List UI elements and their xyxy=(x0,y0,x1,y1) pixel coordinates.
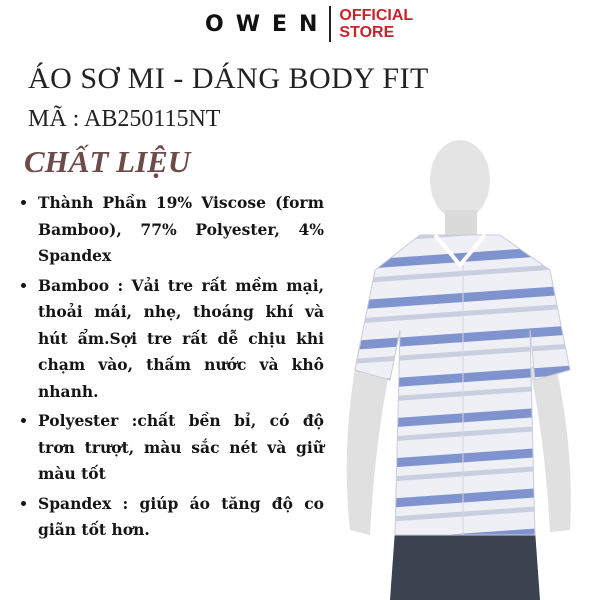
feature-list xyxy=(14,190,324,547)
section-title: CHẤT LIỆU xyxy=(24,144,191,179)
brand-logo xyxy=(205,6,413,42)
feature-item: • Spandex : giúp áo tăng độ co giãn tốt hơn. xyxy=(38,491,324,544)
product-title: ÁO SƠ MI - DÁNG BODY FIT xyxy=(28,62,429,95)
badge-line-2: STORE xyxy=(339,24,395,41)
badge-line-1: OFFICIAL xyxy=(339,7,414,24)
logo-divider xyxy=(329,6,331,42)
mannequin-shirt-image xyxy=(300,140,600,600)
feature-item: • Thành Phần 19% Viscose (form Bamboo), 77% Polyester, 4% Spandex xyxy=(38,190,324,270)
official-store-badge xyxy=(339,7,413,41)
feature-item: • Polyester :chất bền bỉ, có độ trơn trượt, màu sắc nét và giữ màu tốt xyxy=(38,408,324,488)
feature-item: • Bamboo : Vải tre rất mềm mại, thoải mái, nhẹ, thoáng khí và hút ẩm.Sợi tre rất dễ chịu khi chạm vào, thấm nước và khô nhanh. xyxy=(38,273,324,406)
product-code: MÃ : AB250115NT xyxy=(28,106,221,132)
brand-name: OWEN xyxy=(205,11,330,37)
